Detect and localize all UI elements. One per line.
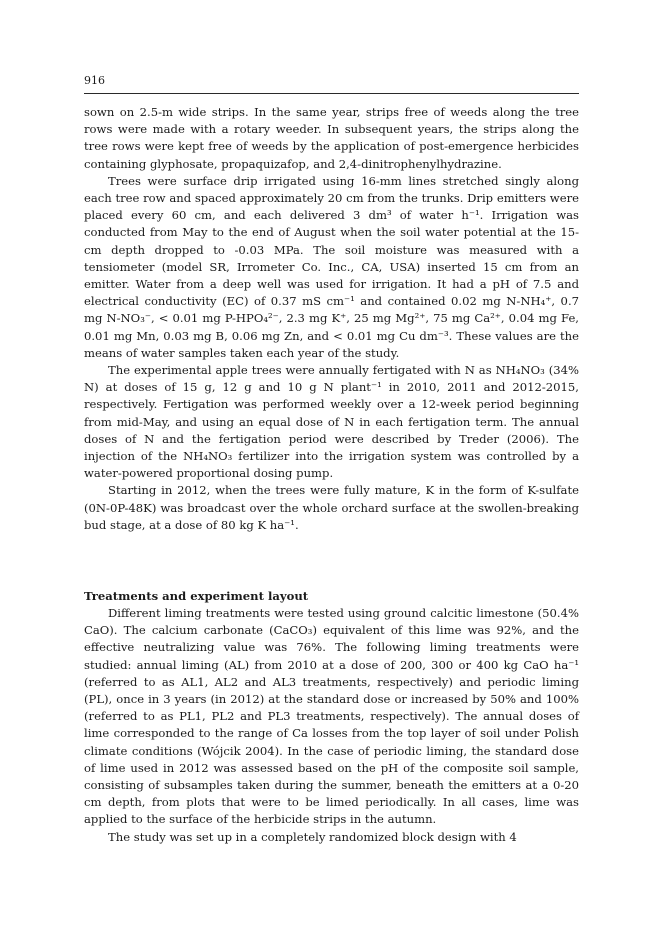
paragraph-2: Trees were surface drip irrigated using 16-mm lines stretched singly along each tree row and spaced approximately 20 cm from the trunks. Drip emitters were placed every 60 cm, and each delivered 3 dm³ of water h⁻¹. Irrigation was conducted from May to the end of August when the soil water potential at the 15-cm depth dropped to -0.03 MPa. The soil moisture was measured with a tensiometer (model SR, Irrometer Co. Inc., CA, USA) inserted 15 cm from an emitter. Water from a deep well was used for irrigation. It had a pH of 7.5 and electrical conductivity (EC) of 0.37 mS cm⁻¹ and contained 0.02 mg N-NH₄⁺, 0.7 mg N-NO₃⁻, < 0.01 mg P-HPO₄²⁻, 2.3 mg K⁺, 25 mg Mg²⁺, 75 mg Ca²⁺, 0.04 mg Fe, 0.01 mg Mn, 0.03 mg B, 0.06 mg Zn, and < 0.01 mg Cu dm⁻³. These values are the means of water samples taken each year of the study. bbox=[84, 173, 579, 360]
page-number: 916 bbox=[84, 74, 105, 87]
paragraph-3: The experimental apple trees were annually fertigated with N as NH₄NO₃ (34% N) at doses of 15 g, 12 g and 10 g N plant⁻¹ in 2010, 2011 and 2012-2015, respectively. Fertigation was performed weekly over a 12-week period beginning from mid-May, and using an equal dose of N in each fertigation term. The annual doses of N and the fertigation period were described by Treder (2006). The injection of the NH₄NO₃ fertilizer into the irrigation system was controlled by a water-powered proportional dosing pump. bbox=[84, 363, 579, 481]
header-rule bbox=[84, 93, 579, 94]
paragraph-6: The study was set up in a completely randomized block design with 4 bbox=[108, 829, 517, 844]
paragraph-1: sown on 2.5-m wide strips. In the same year, strips free of weeds along the tree rows were made with a rotary weeder. In subsequent years, the strips along the tree rows were kept free of weeds by the application of post-emergence herbicides containing glyphosate, propaquizafop, and 2,4-dinitrophenylhydrazine. bbox=[84, 105, 579, 171]
body-text-block-2 bbox=[84, 605, 579, 846]
section-heading: Treatments and experiment layout bbox=[84, 589, 309, 603]
body-text-block-1 bbox=[84, 104, 579, 534]
paragraph-4: Starting in 2012, when the trees were fully mature, K in the form of K-sulfate (0N-0P-48K) was broadcast over the whole orchard surface at the swollen-breaking bud stage, at a dose of 80 kg K ha⁻¹. bbox=[84, 483, 579, 532]
paragraph-5: Different liming treatments were tested using ground calcitic limestone (50.4% CaO). The calcium carbonate (CaCO₃) equivalent of this lime was 92%, and the effective neutralizing value was 76%. The following liming treatments were studied: annual liming (AL) from 2010 at a dose of 200, 300 or 400 kg CaO ha⁻¹ (referred to as AL1, AL2 and AL3 treatments, respectively) and periodic liming (PL), once in 3 years (in 2012) at the standard dose or increased by 50% and 100% (referred to as PL1, PL2 and PL3 treatments, respectively). The annual doses of lime corresponded to the range of Ca losses from the top layer of soil under Polish climate conditions (Wójcik 2004). In the case of periodic liming, the standard dose of lime used in 2012 was assessed based on the pH of the composite soil sample, consisting of subsamples taken during the summer, beneath the emitters at a 0-20 cm depth, from plots that were to be limed periodically. In all cases, lime was applied to the surface of the herbicide strips in the autumn. bbox=[84, 606, 579, 827]
